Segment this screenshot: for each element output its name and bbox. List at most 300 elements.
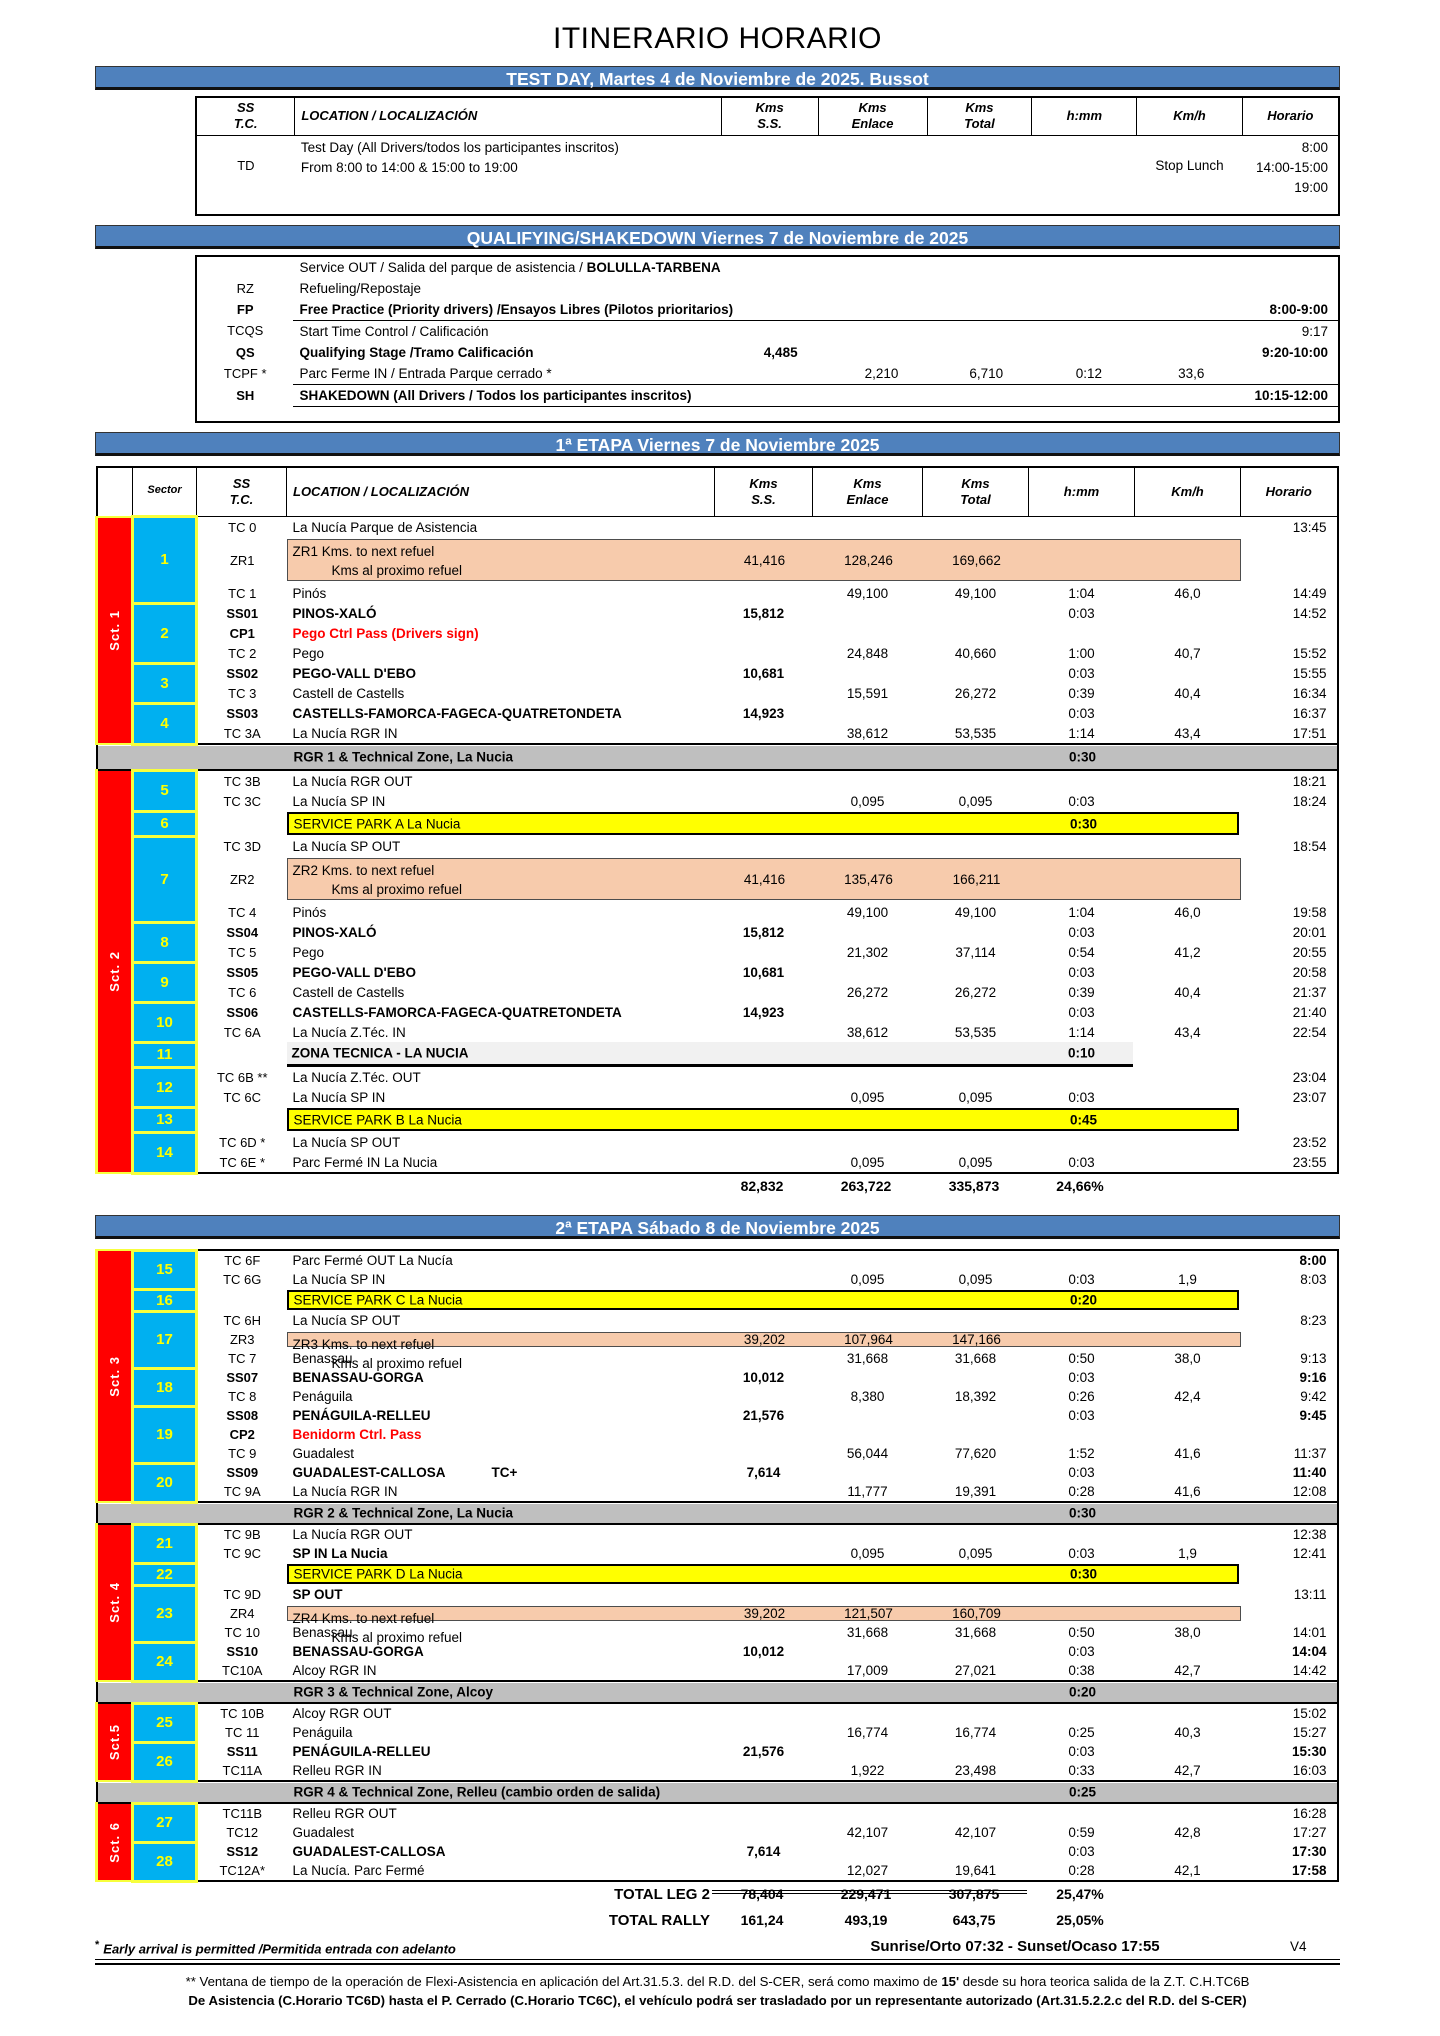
kms-enlace-cell: 49,100 — [846, 585, 889, 601]
itinerary-row — [97, 1803, 1338, 1823]
sector-number: 26 — [133, 1742, 197, 1781]
kms-enlace-cell: 49,100 — [846, 904, 889, 920]
kms-total-cell: 18,392 — [954, 1389, 997, 1404]
sector-number: 12 — [133, 1067, 197, 1107]
sector-number: 28 — [133, 1842, 197, 1881]
kms-total-cell — [923, 1642, 1029, 1661]
horario-cell: 20:01 — [1292, 924, 1327, 940]
column-header: h:mm — [1029, 467, 1135, 517]
hmm-cell: 0:50 — [1068, 1351, 1095, 1366]
kms-ss-cell: 21,576 — [742, 1744, 785, 1759]
kms-total-cell: 0,095 — [958, 1154, 993, 1170]
kmh-cell: 33,6 — [1140, 363, 1242, 385]
kms-ss-cell: 14,923 — [742, 1004, 785, 1020]
location-cell: Benassau — [292, 1351, 353, 1366]
itinerary-row — [196, 256, 1339, 278]
sector-stage-text: Sct. 3 — [107, 1355, 122, 1397]
horario-cell: 18:21 — [1292, 773, 1327, 789]
kmh-cell — [1135, 1642, 1241, 1661]
regroup-duration: 0:25 — [1068, 1784, 1097, 1800]
kms-ss-cell — [733, 384, 828, 406]
control-code-cell: RZ — [236, 280, 254, 296]
zone-label: SERVICE PARK B La Nucia — [293, 1112, 462, 1127]
horario-cell: 22:54 — [1292, 1024, 1327, 1040]
horario-line: 8:00 — [1301, 139, 1328, 155]
kmh-cell — [1135, 1585, 1241, 1604]
hmm-cell: 0:12 — [1038, 363, 1140, 385]
location-cell: Pego Ctrl Pass (Drivers sign) — [292, 625, 479, 641]
kms-total-cell — [923, 962, 1029, 982]
kms-ss-cell — [715, 942, 813, 962]
control-code-cell: SS09 — [226, 1465, 259, 1480]
kms-enlace-cell: 56,044 — [846, 1446, 889, 1461]
hmm-cell: 0:38 — [1068, 1663, 1095, 1678]
spacer-cell — [196, 406, 1339, 422]
kms-total-cell: 53,535 — [954, 1024, 997, 1040]
itinerary-row — [97, 1444, 1338, 1463]
service-park-cell — [287, 1289, 1241, 1311]
horario-cell: 14:42 — [1292, 1663, 1327, 1678]
sector-number: 4 — [133, 703, 197, 744]
kms-enlace-cell: 16,774 — [846, 1725, 889, 1740]
location-cell: Parc Ferme IN / Entrada Parque cerrado * — [293, 363, 733, 385]
control-code-cell: TC 3C — [223, 793, 262, 809]
control-code-cell: SS06 — [226, 1004, 259, 1020]
horario-line: 14:00-15:00 — [1255, 159, 1328, 175]
kmh-cell — [1135, 1803, 1241, 1823]
itinerary-row — [97, 1387, 1338, 1406]
kms-enlace-cell: 0,095 — [850, 1272, 885, 1287]
hmm-cell: 0:28 — [1068, 1863, 1095, 1878]
sector-number: 14 — [133, 1132, 197, 1173]
kms-ss-cell — [715, 1661, 813, 1681]
etapa1-banner — [95, 432, 1340, 456]
hmm-cell: 0:03 — [1068, 705, 1095, 721]
kms-ss-cell: 10,681 — [742, 964, 785, 980]
column-header: Kms Enlace — [818, 97, 927, 135]
column-header: Kms Total — [923, 467, 1029, 517]
itinerary-row — [97, 1742, 1338, 1761]
location-cell: BENASSAU-GORGA — [292, 1644, 424, 1659]
horario-cell: 17:30 — [1291, 1844, 1327, 1859]
corner-cell — [97, 467, 133, 517]
total-rally-row — [95, 1909, 1336, 1935]
itinerary-row — [97, 1585, 1338, 1604]
kms-enlace-cell: 21,302 — [846, 944, 889, 960]
kms-ss-cell — [715, 1067, 813, 1087]
control-code-cell: TD — [237, 157, 255, 173]
sector-number: 17 — [133, 1311, 197, 1368]
kms-total-cell: 26,272 — [954, 685, 997, 701]
control-code-cell: SS01 — [226, 605, 259, 621]
location-cell: La Nucía. Parc Fermé — [292, 1863, 425, 1878]
hmm-cell — [1029, 1524, 1135, 1544]
kms-total-cell: 19,391 — [954, 1484, 997, 1499]
horario-cell: 17:58 — [1291, 1863, 1327, 1878]
itinerary-row — [97, 1349, 1338, 1368]
kms-enlace-cell: 42,107 — [846, 1825, 889, 1840]
refuel-zone-box — [287, 539, 1241, 581]
sector-number: 22 — [133, 1563, 197, 1585]
horario-cell: 18:24 — [1292, 793, 1327, 809]
location-cell: Pego — [292, 944, 325, 960]
kmh-cell — [1135, 1842, 1241, 1861]
hmm-cell: 0:03 — [1068, 1546, 1095, 1561]
location-cell: Refueling/Repostaje — [299, 280, 422, 296]
hmm-cell: 0:28 — [1068, 1484, 1095, 1499]
sector-stage-label — [97, 1803, 133, 1881]
location-cell: GUADALEST-CALLOSA TC+ — [292, 1465, 518, 1480]
sector-number: 13 — [133, 1107, 197, 1132]
early-arrival-note: * Early arrival is permitted /Permitida entrada con adelanto — [95, 1938, 456, 1956]
itinerary-row — [97, 623, 1338, 643]
itinerary-row — [97, 1544, 1338, 1563]
itinerary-row — [97, 703, 1338, 723]
control-code-cell: SS11 — [226, 1744, 258, 1759]
control-code-cell: TC 6G — [223, 1272, 262, 1287]
horario-cell — [1243, 363, 1340, 385]
footnote-line-2: De Asistencia (C.Horario TC6D) hasta el P. Cerrado (C.Horario TC6C), el vehículo podrá ser trasladado por un representante autorizado (Art.31.5.2.2.c del R.D. del S-CER) — [188, 1992, 1247, 2008]
total-percent: 24,66% — [1056, 1177, 1104, 1194]
kms-total-cell: 49,100 — [954, 585, 997, 601]
horario-cell: 17:51 — [1292, 725, 1327, 741]
service-park-box — [287, 1564, 1239, 1584]
location-cell: La Nucía SP IN — [292, 1272, 386, 1287]
kmh-cell: 42,1 — [1174, 1863, 1201, 1878]
kmh-cell — [1135, 1703, 1241, 1723]
kms-total-cell — [923, 623, 1029, 643]
itinerary-row — [97, 1823, 1338, 1842]
refuel-label-en: ZR4 Kms. to next refuel — [292, 1611, 435, 1626]
kms-enlace-cell — [813, 1425, 923, 1444]
regroup-zone-row — [97, 1781, 1338, 1803]
regroup-label: RGR 4 & Technical Zone, Relleu (cambio orden de salida) — [293, 1784, 661, 1800]
kms-enlace-cell — [828, 299, 935, 321]
itinerary-row — [97, 537, 1338, 583]
kms-ss-cell: 10,012 — [742, 1370, 785, 1385]
location-cell: La Nucía RGR IN — [292, 725, 398, 741]
kmh-cell — [1135, 962, 1241, 982]
control-code-cell: SS10 — [226, 1644, 259, 1659]
kms-total-cell: 40,660 — [954, 645, 997, 661]
total-kms-ss: 161,24 — [740, 1911, 784, 1928]
kms-ss-cell — [715, 1723, 813, 1742]
hmm-cell: 0:03 — [1068, 1089, 1095, 1105]
kmh-cell: 46,0 — [1174, 585, 1201, 601]
kms-ss-cell — [715, 1524, 813, 1544]
zone-label: SERVICE PARK A La Nucia — [293, 816, 461, 831]
kms-ss-cell: 15,812 — [742, 605, 785, 621]
asterisk-icon: * — [95, 1938, 100, 1951]
kms-total-cell: 26,272 — [954, 984, 997, 1000]
kms-enlace-cell — [828, 320, 935, 342]
control-code-cell: TC 9D — [223, 1587, 262, 1602]
location-cell: PEGO-VALL D'EBO — [292, 665, 416, 681]
kmh-cell — [1135, 1087, 1241, 1107]
location-cell: GUADALEST-CALLOSA — [292, 1844, 446, 1859]
sector-stage-label — [97, 1524, 133, 1681]
kmh-cell: 40,3 — [1174, 1725, 1201, 1740]
footer-divider — [95, 1959, 1340, 1965]
kmh-cell: 40,4 — [1174, 685, 1201, 701]
itinerary-row — [97, 1042, 1338, 1067]
test-day-table — [195, 96, 1340, 216]
horario-cell: 16:03 — [1292, 1763, 1327, 1778]
control-code-cell: SS02 — [226, 665, 259, 681]
location-cell: La Nucía RGR IN — [292, 1484, 398, 1499]
location-cell: Guadalest — [292, 1446, 355, 1461]
itinerary-row — [97, 1781, 1338, 1803]
column-header: Kms Total — [927, 97, 1032, 135]
column-header: h:mm — [1032, 97, 1137, 135]
horario-cell: 9:17 — [1301, 323, 1328, 339]
horario-cell — [1241, 811, 1338, 836]
kmh-cell — [1135, 1524, 1241, 1544]
control-code-cell: SS08 — [226, 1408, 259, 1423]
sector-number: 1 — [133, 517, 197, 604]
qualifying-banner-label: QUALIFYING/SHAKEDOWN Viernes 7 de Noviembre de 2025 — [466, 227, 969, 248]
kms-ss-cell: 10,681 — [742, 665, 785, 681]
zone-duration: 0:30 — [1069, 1566, 1098, 1582]
control-code-cell: TC 6D * — [219, 1134, 266, 1150]
kms-total-cell: 49,100 — [954, 904, 997, 920]
kmh-cell: 40,4 — [1174, 984, 1201, 1000]
kmh-cell: 42,7 — [1174, 1663, 1201, 1678]
column-header: Kms Enlace — [813, 467, 923, 517]
control-code-cell: TC11A — [222, 1763, 262, 1778]
sector-number: 18 — [133, 1368, 197, 1406]
kms-enlace-cell — [813, 1524, 923, 1544]
kms-total-cell — [923, 1742, 1029, 1761]
itinerary-row — [97, 1289, 1338, 1311]
hmm-cell — [1029, 1803, 1135, 1823]
location-bold-part: BOLULLA-TARBENA — [586, 259, 721, 275]
horario-cell: 9:16 — [1299, 1370, 1327, 1385]
itinerary-row — [97, 583, 1338, 603]
hmm-cell: 0:03 — [1068, 1272, 1095, 1287]
sector-stage-label — [97, 1250, 133, 1502]
sector-number: 10 — [133, 1002, 197, 1042]
test-day-section — [195, 96, 1340, 216]
itinerary-row — [196, 363, 1339, 385]
kms-ss-cell — [715, 1087, 813, 1107]
hmm-cell: 0:03 — [1068, 1154, 1095, 1170]
refuel-label-es: Kms al proximo refuel — [331, 1356, 463, 1371]
etapa1-totals-row — [95, 1175, 1336, 1201]
refuel-zone-cell — [287, 856, 1241, 902]
sector-number: 6 — [133, 811, 197, 836]
kmh-cell — [1140, 320, 1242, 342]
zone-label: SERVICE PARK C La Nucia — [293, 1292, 463, 1308]
regroup-zone-row — [97, 744, 1338, 770]
service-park-box — [287, 1108, 1239, 1131]
total-kms-enlace: 263,722 — [840, 1177, 892, 1194]
kms-total-cell — [923, 1067, 1029, 1087]
kmh-cell: 38,0 — [1174, 1351, 1201, 1366]
kmh-cell — [1135, 623, 1241, 643]
kms-enlace-cell — [828, 384, 935, 406]
kms-ss-cell — [715, 1132, 813, 1152]
kms-ss-cell — [715, 982, 813, 1002]
location-cell: PINOS-XALÓ — [292, 924, 377, 940]
hmm-cell: 0:03 — [1068, 665, 1095, 681]
horario-cell: 19:58 — [1292, 904, 1327, 920]
total-label: TOTAL RALLY — [608, 1911, 710, 1929]
sector-stage-label — [97, 1703, 133, 1781]
itinerary-row — [97, 1311, 1338, 1330]
horario-cell — [1241, 623, 1338, 643]
itinerary-row — [97, 811, 1338, 836]
control-code-cell: TC 1 — [228, 585, 257, 601]
hmm-cell: 1:14 — [1068, 725, 1095, 741]
column-header: Km/h — [1135, 467, 1241, 517]
kms-ss-cell — [715, 1703, 813, 1723]
horario-cell — [1241, 1425, 1338, 1444]
refuel-kss-value: 41,416 — [743, 871, 786, 887]
kmh-cell — [1135, 1002, 1241, 1022]
kms-total-cell: 0,095 — [958, 1546, 993, 1561]
itinerary-row — [97, 1132, 1338, 1152]
kms-ss-cell — [733, 299, 828, 321]
etapa1-banner-label: 1ª ETAPA Viernes 7 de Noviembre 2025 — [555, 434, 880, 455]
hmm-cell: 0:26 — [1068, 1389, 1095, 1404]
kms-ss-cell: 15,812 — [742, 924, 785, 940]
kms-ss-cell — [733, 363, 828, 385]
horario-cell — [1241, 1563, 1338, 1585]
hmm-cell — [1038, 384, 1140, 406]
itinerary-row — [196, 278, 1339, 299]
control-code-cell: TC 3 — [228, 685, 257, 701]
refuel-kss-value: 41,416 — [743, 552, 786, 568]
kms-total-cell — [923, 663, 1029, 683]
kmh-cell — [1135, 1425, 1241, 1444]
itinerary-row — [196, 384, 1339, 406]
itinerary-row — [97, 1425, 1338, 1444]
kmh-cell: 41,6 — [1174, 1446, 1201, 1461]
kms-ss-cell — [715, 643, 813, 663]
location-cell: PEGO-VALL D'EBO — [292, 964, 416, 980]
refuel-ken-value: 135,476 — [844, 871, 893, 887]
control-code-cell: TC 6A — [223, 1024, 261, 1040]
kms-total-cell — [923, 1842, 1029, 1861]
hmm-cell: 0:03 — [1068, 1744, 1095, 1759]
location-cell: La Nucía Z.Téc. OUT — [292, 1069, 421, 1085]
sector-number: 27 — [133, 1803, 197, 1842]
kms-total-cell: 37,114 — [955, 944, 996, 960]
kms-enlace-cell: 17,009 — [846, 1663, 889, 1678]
itinerary-row — [196, 299, 1339, 321]
sector-number: 24 — [133, 1642, 197, 1681]
sector-number: 8 — [133, 922, 197, 962]
control-code-cell: TC 10 — [224, 1625, 260, 1640]
kms-total-cell: 31,668 — [954, 1625, 997, 1640]
kms-total-cell — [923, 1703, 1029, 1723]
header-row — [196, 97, 1339, 135]
refuel-label-en: ZR2 Kms. to next refuel — [292, 863, 435, 878]
kmh-cell: 1,9 — [1178, 1546, 1197, 1561]
kms-total-cell — [923, 1524, 1029, 1544]
kms-enlace-cell — [828, 342, 935, 363]
qualifying-section — [195, 255, 1340, 423]
kms-total-cell: 27,021 — [954, 1663, 997, 1678]
kms-enlace-cell — [813, 1803, 923, 1823]
kms-total-cell — [923, 1002, 1029, 1022]
kms-ss-cell — [715, 1544, 813, 1563]
location-cell: Benassau — [292, 1625, 353, 1640]
horario-cell: 14:52 — [1292, 605, 1327, 621]
itinerary-row — [97, 1761, 1338, 1781]
kms-total-cell — [923, 1463, 1029, 1482]
kmh-cell — [1135, 791, 1241, 811]
empty-cell — [818, 135, 927, 215]
column-header: Horario — [1242, 97, 1339, 135]
total-kms-enlace: 493,19 — [844, 1911, 888, 1928]
control-code-cell: TC11B — [222, 1806, 262, 1821]
horario-cell: 15:27 — [1292, 1725, 1327, 1740]
kmh-cell — [1135, 1406, 1241, 1425]
itinerary-row — [97, 603, 1338, 623]
sector-number: 25 — [133, 1703, 197, 1742]
regroup-duration: 0:30 — [1068, 1505, 1097, 1521]
control-code-cell: TC 3B — [223, 773, 261, 789]
horario-cell: 8:03 — [1300, 1272, 1327, 1287]
zone-duration: 0:20 — [1069, 1292, 1098, 1308]
kms-enlace-cell: 26,272 — [846, 984, 889, 1000]
service-park-box — [287, 812, 1239, 835]
location-cell: Pinós — [292, 904, 327, 920]
kms-total-cell: 77,620 — [954, 1446, 997, 1461]
sector-stage-text: Sct.5 — [107, 1723, 122, 1761]
hmm-cell — [1029, 1425, 1135, 1444]
zone-duration: 0:10 — [1067, 1045, 1096, 1061]
hmm-cell: 0:50 — [1068, 1625, 1095, 1640]
hmm-cell: 0:03 — [1068, 1408, 1095, 1423]
location-cell: Parc Fermé IN La Nucia — [292, 1154, 438, 1170]
kms-ss-cell — [715, 1349, 813, 1368]
kms-ss-cell: 7,614 — [746, 1465, 781, 1480]
kmh-cell — [1135, 603, 1241, 623]
refuel-kt-value: 169,662 — [952, 552, 1001, 568]
kms-enlace-cell: 31,668 — [846, 1351, 889, 1366]
control-code-cell: FP — [236, 301, 254, 317]
column-header: Kms S.S. — [721, 97, 818, 135]
kms-enlace-cell: 31,668 — [846, 1625, 889, 1640]
hmm-cell: 0:39 — [1068, 984, 1095, 1000]
itinerary-row — [97, 791, 1338, 811]
control-code-cell: TC 6B ** — [216, 1069, 268, 1085]
refuel-ken-value: 121,507 — [844, 1606, 893, 1621]
kms-enlace-cell: 24,848 — [846, 645, 889, 661]
itinerary-row — [97, 683, 1338, 703]
horario-cell: 17:27 — [1292, 1825, 1327, 1840]
hmm-cell: 0:03 — [1068, 924, 1095, 940]
total-leg2-row — [95, 1883, 1336, 1909]
refuel-ken-value: 107,964 — [844, 1332, 893, 1347]
hmm-cell — [1029, 1585, 1135, 1604]
kmh-cell: 42,4 — [1174, 1389, 1201, 1404]
horario-cell — [1241, 537, 1338, 583]
hmm-cell: 1:00 — [1068, 645, 1095, 661]
refuel-kss-value: 39,202 — [743, 1332, 786, 1347]
kms-total-cell — [923, 1803, 1029, 1823]
service-park-cell — [287, 1107, 1241, 1132]
itinerary-row — [97, 1087, 1338, 1107]
kms-ss-cell: 14,923 — [742, 705, 785, 721]
kms-ss-cell — [715, 1387, 813, 1406]
total-kms-total: 307,875 — [948, 1885, 1000, 1902]
kms-ss-cell — [715, 1482, 813, 1502]
control-code-cell: TC 11 — [225, 1725, 260, 1740]
